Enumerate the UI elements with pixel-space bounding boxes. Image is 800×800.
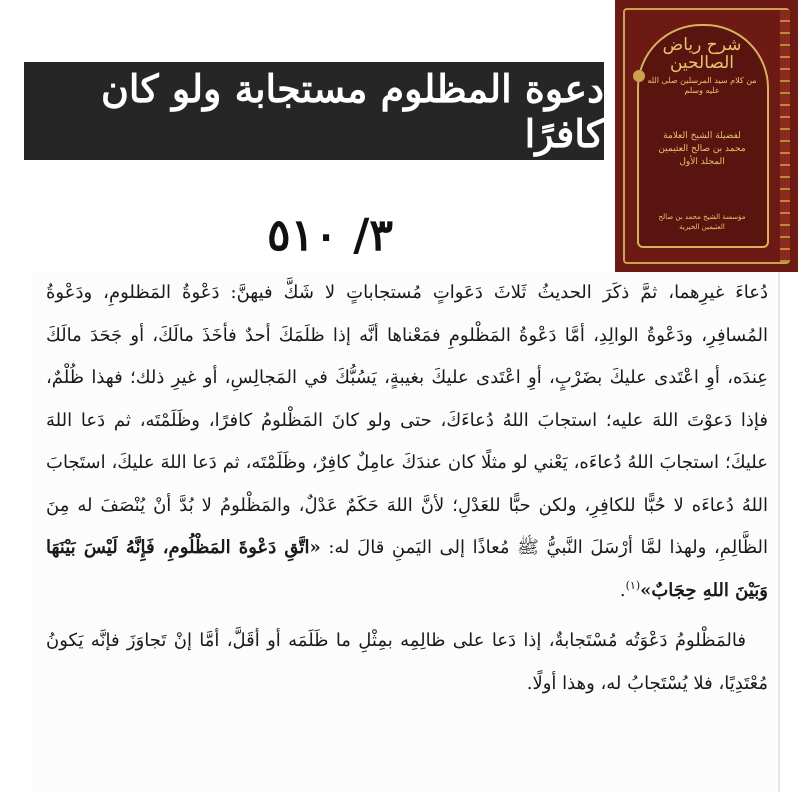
body-text — [46, 272, 768, 705]
banner-title: دعوة المظلوم مستجابة ولو كان كافرًا — [101, 66, 604, 156]
cover-volume: المجلد الأول — [679, 157, 725, 167]
paragraph-1-end: . — [619, 579, 626, 601]
book-cover-image — [615, 0, 798, 272]
cover-author: محمد بن صالح العثيمين — [658, 144, 746, 154]
hadith-quote: «اتَّقِ دَعْوةَ المَظْلُومِ، فَإِنَّهُ لَيْسَ بَيْنَهَا وَبَيْنَ اللهِ حِجَابٌ» — [46, 537, 768, 601]
cover-subtitle: من كلام سيد المرسلين صلى الله عليه وسلم — [647, 76, 757, 95]
paragraph-1 — [46, 272, 768, 612]
cover-title — [647, 36, 757, 96]
title-banner — [24, 62, 604, 160]
cover-title-text: شرح رياض الصالحين — [662, 35, 742, 73]
cover-author-prefix: لفضيلة الشيخ العلامة — [663, 131, 741, 141]
page-edge-divider — [778, 272, 780, 792]
paragraph-2: فالمَظْلومُ دَعْوَتُه مُسْتَجابةٌ، إذا دَعا على ظالِمِه بمِثْلِ ما ظَلَمَه أو أقَلَّ، أمَّا إنْ تَجاوَزَ فإنَّه يَكونُ مُعْتَدِيًا، فلا يُسْتَجابُ له، وهذا أولًا. — [46, 630, 768, 694]
cover-ornament-band — [780, 10, 790, 262]
page-reference: ٣/ ٥١٠ — [267, 210, 393, 261]
cover-author-block — [647, 130, 757, 169]
cover-publisher: مؤسسة الشيخ محمد بن صالح العثيمين الخيرية — [658, 213, 746, 231]
paragraph-1-text: دُعاءَ غيرِهما، ثمَّ ذكَرَ الحديثُ ثَلاثَ دَعَواتٍ مُستجاباتٍ لا شَكَّ فيهنَّ: دَعْوةُ المَظلومِ، ودَعْوةُ المُسافِرِ، ودَعْوةُ الوالِدِ، أمَّا دَعْوةُ المَظْلومِ فمَعْناها أنَّه إذا ظلَمَكَ أحدٌ فأخَذَ مالَكَ، أو جَحَدَ مالَكَ عِندَه، أوِ اعْتَدى عليكَ بضَرْبٍ، أوِ اعْتَدى عليكَ بغيبةٍ، يَسُبُّكَ في المَجالِسِ، أو غيرِ ذلك؛ فهذا ظُلْمٌ، فإذا دَعوْتَ اللهَ عليه؛ استجابَ اللهُ دُعاءَكَ، حتى ولو كانَ المَظْلومُ كافرًا، وظَلَمْتَه، ثم دَعا اللهَ عليكَ؛ استجابَ اللهُ دُعاءَه، يَعْني لو مثلًا كان عندَكَ عامِلٌ كافِرٌ، وظَلَمْتَه، ثم دَعا اللهَ عليكَ، استَجابَ اللهُ دُعاءَه لا حُبًّا للكافِرِ، ولكن حبًّا للعَدْلِ؛ لأنَّ اللهَ حَكَمٌ عَدْلٌ، والمَظْلومُ لا بُدَّ أنْ يُنْصَفَ له مِنَ الظَّالِمِ، ولهذا لمَّا أرْسَلَ النَّبيُّ ﷺ مُعاذًا إلى اليَمنِ قالَ له: — [46, 282, 768, 558]
cover-emblem-icon — [633, 70, 645, 82]
footnote-marker: (١) — [625, 578, 641, 592]
